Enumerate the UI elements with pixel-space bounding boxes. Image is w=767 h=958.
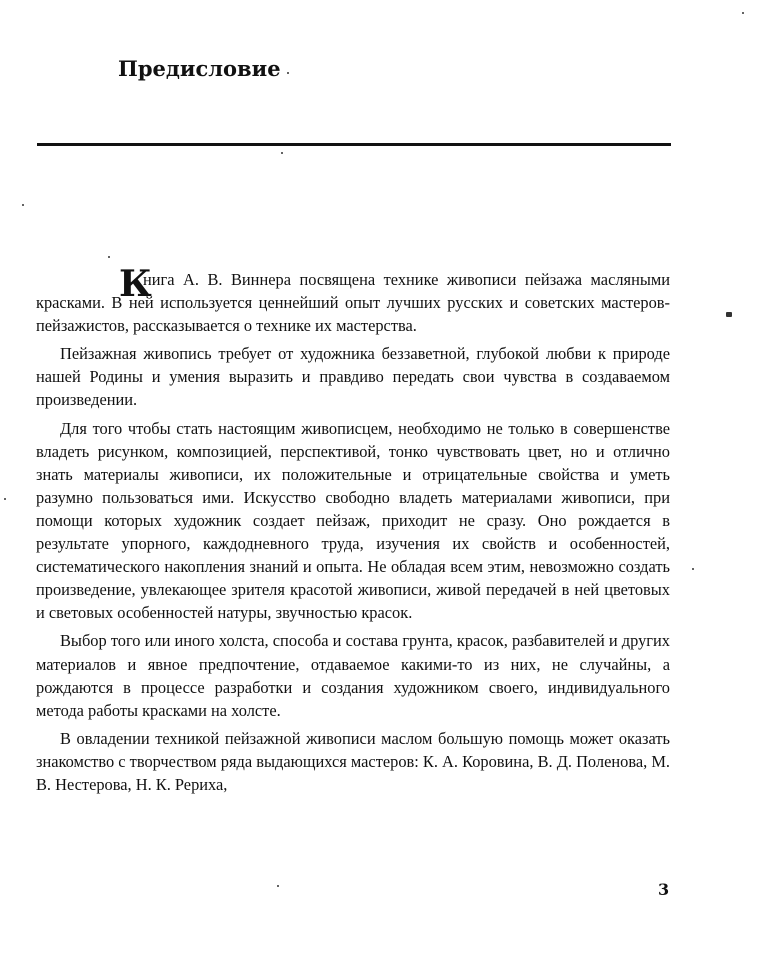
paragraph-4: Выбор того или иного холста, способа и состава грунта, красок, разбавителей и других материалов и явное предпочтение, отдаваемое какими-то из них, не случайны, а рождаются в процессе разработки и создания художником своего, индивидуального метода работы красками на холсте.	[36, 631, 670, 720]
body-text	[36, 263, 670, 801]
scan-speck	[281, 152, 283, 154]
paragraph-5: В овладении техникой пейзажной живописи маслом большую помощь может оказать знакомство с творчеством ряда выдающихся мастеров: К. А. Коровина, В. Д. Поленова, М. В. Нестерова, Н. К. Рериха,	[36, 728, 670, 794]
paragraph-1	[36, 263, 670, 337]
scan-speck	[726, 312, 732, 317]
paragraph-3: Для того чтобы стать настоящим живописцем, необходимо не только в совершенстве владеть рисунком, композицией, перспективой, тонко чувствовать цвет, но и отлично знать материалы живописи, их положительные и отрицательные свойства и уметь разумно пользоваться ими. Искусство свободно владеть материалами живописи, при помощи которых художник создает пейзаж, приходит не сразу. Оно рождается в результате упорного, каждодневного труда, изучения их свойств и особенностей, систематического накопления знаний и опыта. Не обладая всем этим, невозможно создать произведение, увлекающее зрителя красотой живописи, живой передачей в ней цветовых и световых особенностей натуры, звучностью красок.	[36, 418, 670, 623]
scan-speck	[692, 568, 694, 570]
paragraph-2: Пейзажная живопись требует от художника беззаветной, глубокой любви к природе нашей Родины и умения выразить и правдиво передать свои чувства в создаваемом произведении.	[36, 344, 670, 410]
scan-speck	[277, 885, 279, 887]
scan-speck	[742, 12, 744, 14]
page-number: 3	[658, 880, 670, 899]
scan-speck	[287, 72, 289, 74]
heading-rule	[37, 143, 671, 146]
page-heading: Предисловие	[118, 56, 281, 81]
scan-speck	[4, 498, 6, 500]
paragraph-1-text: нига А. В. Виннера посвящена технике живописи пейзажа масляными красками. В ней используется ценнейший опыт лучших русских и советских мастеров-пейзажистов, рассказывается о технике их мастерства.	[36, 270, 670, 336]
scan-speck	[108, 256, 110, 258]
drop-cap: К	[119, 263, 152, 305]
scan-speck	[22, 204, 24, 206]
